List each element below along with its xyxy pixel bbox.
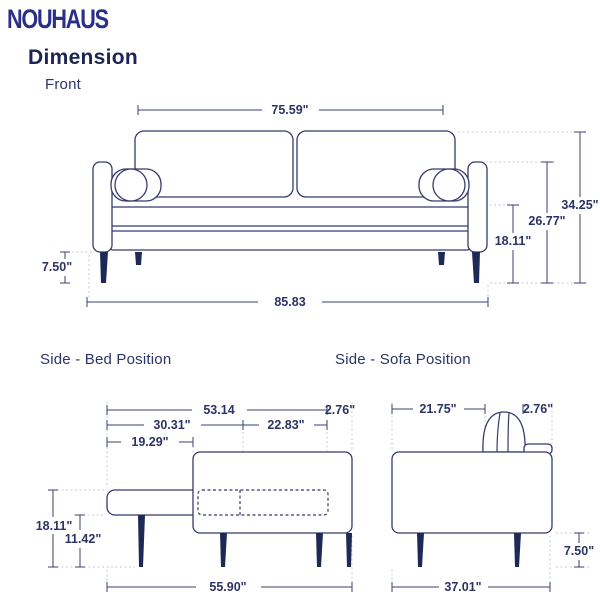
front-leg-inner-right <box>438 252 445 265</box>
seat-base <box>110 207 470 250</box>
sofa-front-leg <box>417 533 424 567</box>
dim-label-bed-overall-top: 53.14 <box>203 403 235 417</box>
dim-bed-back-thickness <box>325 403 355 417</box>
dim-bed-overall-depth-top <box>107 403 327 417</box>
front-leg-outer-right <box>472 252 480 283</box>
side-bed-diagram <box>0 390 360 600</box>
sofa-side-drawing <box>392 412 552 567</box>
side-bed-view-label: Side - Bed Position <box>40 351 172 368</box>
dim-front-leg-height <box>42 252 72 283</box>
dim-front-overall-height <box>561 132 598 283</box>
front-leg-inner-left <box>135 252 142 265</box>
sofa-bed-drawing <box>107 452 352 567</box>
dim-front-overall-width <box>87 295 488 309</box>
dim-label-seat-width: 75.59" <box>271 103 309 117</box>
dim-label-front-leg-height: 7.50" <box>41 260 73 274</box>
dim-label-sofa-seat-depth: 21.75" <box>419 402 457 416</box>
dim-label-bed-extension: 30.31" <box>153 418 191 432</box>
brand-logo: NOUHAUS <box>7 4 108 34</box>
arm-right <box>468 162 487 252</box>
dim-label-sofa-base-depth: 37.01" <box>444 580 482 594</box>
bed-mid-leg <box>220 533 227 567</box>
bed-front-leg <box>138 515 145 567</box>
back-cushion-side <box>483 412 525 452</box>
dim-label-seat-height: 18.11" <box>494 234 532 248</box>
bolster-pillow-right <box>419 169 469 201</box>
dim-bed-overall-depth-bottom <box>107 580 352 594</box>
bolster-pillow-left <box>111 169 161 201</box>
bed-rear-leg <box>316 533 323 567</box>
arm-left <box>93 162 112 252</box>
dim-label-bed-seat-depth: 22.83" <box>267 418 305 432</box>
dim-bed-seat-depth <box>243 418 327 432</box>
bed-back-leg <box>346 533 352 567</box>
dim-label-bed-platform-height: 11.42" <box>64 532 102 546</box>
sofa-body-side <box>392 452 552 533</box>
dim-sofa-base-depth <box>392 580 550 594</box>
dim-label-bed-back-thickness: 2.76" <box>324 403 356 417</box>
dim-front-seat-height <box>495 205 532 283</box>
page-title: Dimension <box>28 46 139 69</box>
dim-front-arm-height <box>528 162 565 283</box>
front-view-label: Front <box>45 76 82 93</box>
side-sofa-view-label: Side - Sofa Position <box>335 351 471 368</box>
sofa-rear-leg <box>514 533 521 567</box>
dim-label-overall-width: 85.83 <box>274 295 306 309</box>
front-view-diagram <box>0 95 600 345</box>
dim-front-seat-width <box>138 103 443 117</box>
dim-bed-height <box>36 490 73 567</box>
dim-label-bed-height: 18.11" <box>35 519 73 533</box>
front-leg-outer-left <box>100 252 108 283</box>
dim-label-bed-chaise-depth: 19.29" <box>131 435 169 449</box>
dim-label-overall-height: 34.25" <box>561 198 599 212</box>
dim-sofa-back-thickness <box>523 402 553 416</box>
dim-bed-chaise-depth <box>107 435 193 449</box>
dim-sofa-seat-depth <box>392 402 485 416</box>
dim-bed-extension <box>107 418 243 432</box>
pullout-bed-deck <box>107 490 200 515</box>
dim-label-arm-height: 26.77" <box>528 214 566 228</box>
dim-label-sofa-leg-height: 7.50" <box>563 544 595 558</box>
dim-sofa-leg-height <box>564 533 594 567</box>
dim-label-bed-overall-bottom: 55.90" <box>209 580 247 594</box>
dim-label-sofa-back-thickness: 2.76" <box>522 402 554 416</box>
sofa-front-drawing <box>93 131 487 283</box>
side-sofa-diagram <box>360 390 600 600</box>
